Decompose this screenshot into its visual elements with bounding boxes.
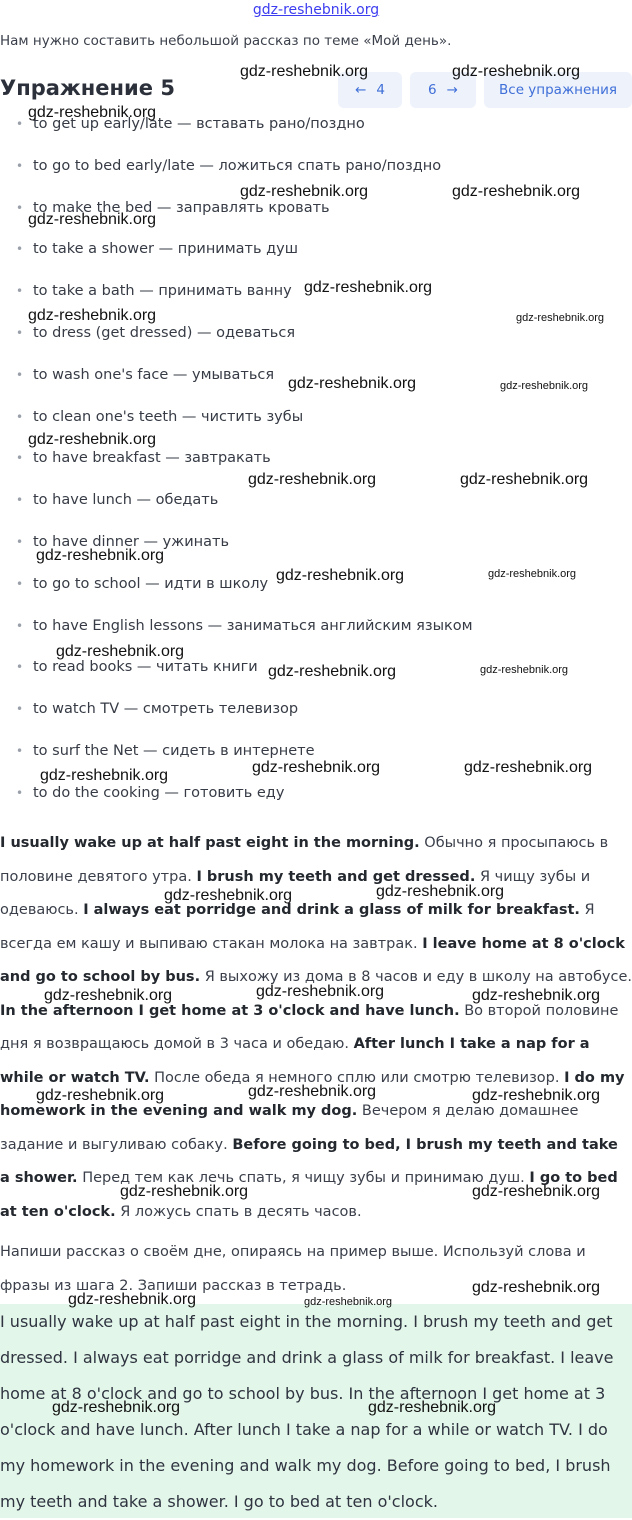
intro-text: Нам нужно составить небольшой рассказ по теме «Мой день». — [0, 33, 452, 49]
story-ru: Обычно я просыпаюсь в половине девятого утра. — [0, 835, 609, 885]
watermark: gdz-reshebnik.org — [28, 307, 157, 324]
watermark: gdz-reshebnik.org — [36, 547, 165, 564]
bullet-icon: • — [16, 702, 24, 717]
story-en: I brush my teeth and get dressed. — [196, 868, 476, 885]
watermark: gdz-reshebnik.org — [240, 183, 369, 200]
watermark: gdz-reshebnik.org — [288, 375, 417, 392]
list-item: • to take a shower — принимать душ — [0, 229, 473, 271]
watermark: gdz-reshebnik.org — [256, 983, 385, 1000]
bullet-icon: • — [16, 660, 24, 675]
story-en: I always eat porridge and drink a glass of milk for breakfast. — [83, 902, 580, 918]
watermark: gdz-reshebnik.org — [268, 663, 397, 680]
list-item: • to read books — читать книги — [0, 647, 473, 689]
watermark: gdz-reshebnik.org — [488, 568, 577, 580]
story-ru: Я ложусь спать в десять часов. — [120, 1203, 362, 1220]
watermark: gdz-reshebnik.org — [304, 1296, 393, 1308]
watermark: gdz-reshebnik.org — [480, 664, 569, 676]
bullet-icon: • — [16, 367, 24, 382]
list-item: • to get up early/late — вставать рано/поздно — [0, 104, 473, 146]
story-en: I go to bed at ten o'clock. — [0, 1170, 618, 1220]
story-en: After lunch I take a nap for a while or watch TV. — [0, 1036, 590, 1086]
watermark: gdz-reshebnik.org — [516, 312, 605, 324]
list-item: • to have English lessons — заниматься английским языком — [0, 606, 473, 648]
bullet-icon: • — [16, 200, 24, 215]
example-story — [0, 827, 632, 1229]
bullet-icon: • — [16, 493, 24, 508]
story-ru: Я выхожу из дома в 8 часов и еду в школу на автобусе. — [204, 969, 632, 985]
story-en: I usually wake up at half past eight in the morning. — [0, 835, 420, 851]
watermark: gdz-reshebnik.org — [460, 471, 589, 488]
watermark: gdz-reshebnik.org — [28, 431, 157, 448]
next-exercise-label: 6 — [428, 82, 437, 98]
list-item: • to wash one's face — умываться — [0, 355, 473, 397]
story-ru: Перед тем как лечь спать, я чищу зубы и принимаю душ. — [82, 1170, 525, 1186]
watermark: gdz-reshebnik.org — [28, 104, 157, 121]
watermark: gdz-reshebnik.org — [472, 987, 601, 1004]
watermark: gdz-reshebnik.org — [500, 380, 589, 392]
list-item: • to do the cooking — готовить еду — [0, 773, 473, 815]
watermark: gdz-reshebnik.org — [36, 1087, 165, 1104]
list-item: • to go to bed early/late — ложиться спать рано/поздно — [0, 146, 473, 188]
watermark: gdz-reshebnik.org — [120, 1183, 249, 1200]
watermark: gdz-reshebnik.org — [452, 63, 581, 80]
watermark: gdz-reshebnik.org — [452, 183, 581, 200]
story-ru: Я чищу зубы и одеваюсь. — [0, 868, 591, 918]
watermark: gdz-reshebnik.org — [40, 767, 169, 784]
story-en: I do my homework in the evening and walk my dog. — [0, 1069, 625, 1119]
list-item: • to make the bed — заправлять кровать — [0, 188, 473, 230]
story-en: Before going to bed, I brush my teeth and take a shower. — [0, 1136, 618, 1186]
watermark: gdz-reshebnik.org — [464, 759, 593, 776]
list-item: • to clean one's teeth — чистить зубы — [0, 397, 473, 439]
site-link[interactable]: gdz-reshebnik.org — [252, 2, 380, 18]
watermark: gdz-reshebnik.org — [28, 211, 157, 228]
story-ru: После обеда я немного сплю или смотрю телевизор. — [154, 1069, 560, 1086]
task-text: Напиши рассказ о своём дне, опираясь на пример выше. Используй слова и фразы из шага 2. Запиши рассказ в тетрадь. — [0, 1244, 586, 1294]
list-item: • to dress (get dressed) — одеваться — [0, 313, 473, 355]
watermark: gdz-reshebnik.org — [252, 759, 381, 776]
story-en: In the afternoon I get home at 3 o'clock and have lunch. — [0, 1002, 460, 1019]
prev-exercise-label: 4 — [376, 82, 385, 98]
bullet-icon: • — [16, 618, 24, 633]
watermark: gdz-reshebnik.org — [164, 887, 293, 904]
story-ru: Вечером я делаю домашнее задание и выгуливаю собаку. — [0, 1103, 579, 1153]
watermark: gdz-reshebnik.org — [368, 1399, 497, 1416]
bullet-icon: • — [16, 576, 24, 591]
watermark: gdz-reshebnik.org — [56, 643, 185, 660]
list-item: • to have dinner — ужинать — [0, 522, 473, 564]
list-item: • to watch TV — смотреть телевизор — [0, 689, 473, 731]
arrow-left-icon: ← — [355, 82, 367, 98]
answer-box: I usually wake up at half past eight in the morning. I brush my teeth and get dressed. I always eat porridge and drink a glass of milk for breakfast. I leave home at 8 o'clock and go to school by bus. In the afternoon I get home at 3 o'clock and have lunch. After lunch I take a nap for a while or watch TV. I do my homework in the evening and walk my dog. Before going to bed, I brush my teeth and take a shower. I go to bed at ten o'clock. — [0, 1304, 632, 1518]
watermark: gdz-reshebnik.org — [472, 1183, 601, 1200]
story-en: I leave home at 8 o'clock and go to school by bus. — [0, 935, 625, 985]
bullet-icon: • — [16, 409, 24, 424]
watermark: gdz-reshebnik.org — [248, 471, 377, 488]
watermark: gdz-reshebnik.org — [52, 1399, 181, 1416]
list-item: • to surf the Net — сидеть в интернете — [0, 731, 473, 773]
bullet-icon: • — [16, 284, 24, 299]
watermark: gdz-reshebnik.org — [472, 1279, 601, 1296]
watermark: gdz-reshebnik.org — [68, 1291, 197, 1308]
list-item: • to go to school — идти в школу — [0, 564, 473, 606]
bullet-icon: • — [16, 785, 24, 800]
watermark: gdz-reshebnik.org — [472, 1087, 601, 1104]
bullet-icon: • — [16, 451, 24, 466]
bullet-icon: • — [16, 743, 24, 758]
bullet-icon: • — [16, 242, 24, 257]
bullet-icon: • — [16, 534, 24, 549]
watermark: gdz-reshebnik.org — [248, 1083, 377, 1100]
watermark: gdz-reshebnik.org — [240, 63, 369, 80]
story-ru: Я всегда ем кашу и выпиваю стакан молока на завтрак. — [0, 902, 595, 952]
arrow-right-icon: → — [446, 82, 458, 98]
bullet-icon: • — [16, 325, 24, 340]
list-item: • to take a bath — принимать ванну — [0, 271, 473, 313]
list-item: • to have lunch — обедать — [0, 480, 473, 522]
all-exercises-button[interactable]: Все упражнения — [484, 72, 632, 108]
watermark: gdz-reshebnik.org — [304, 279, 433, 296]
list-item: • to have breakfast — завтракать — [0, 438, 473, 480]
bullet-icon: • — [16, 158, 24, 173]
watermark: gdz-reshebnik.org — [376, 883, 505, 900]
story-ru: Во второй половине дня я возвращаюсь домой в 3 часа и обедаю. — [0, 1002, 619, 1052]
exercise-title: Упражнение 5 — [0, 76, 175, 100]
watermark: gdz-reshebnik.org — [276, 567, 405, 584]
watermark: gdz-reshebnik.org — [44, 987, 173, 1004]
bullet-icon: • — [16, 117, 24, 131]
